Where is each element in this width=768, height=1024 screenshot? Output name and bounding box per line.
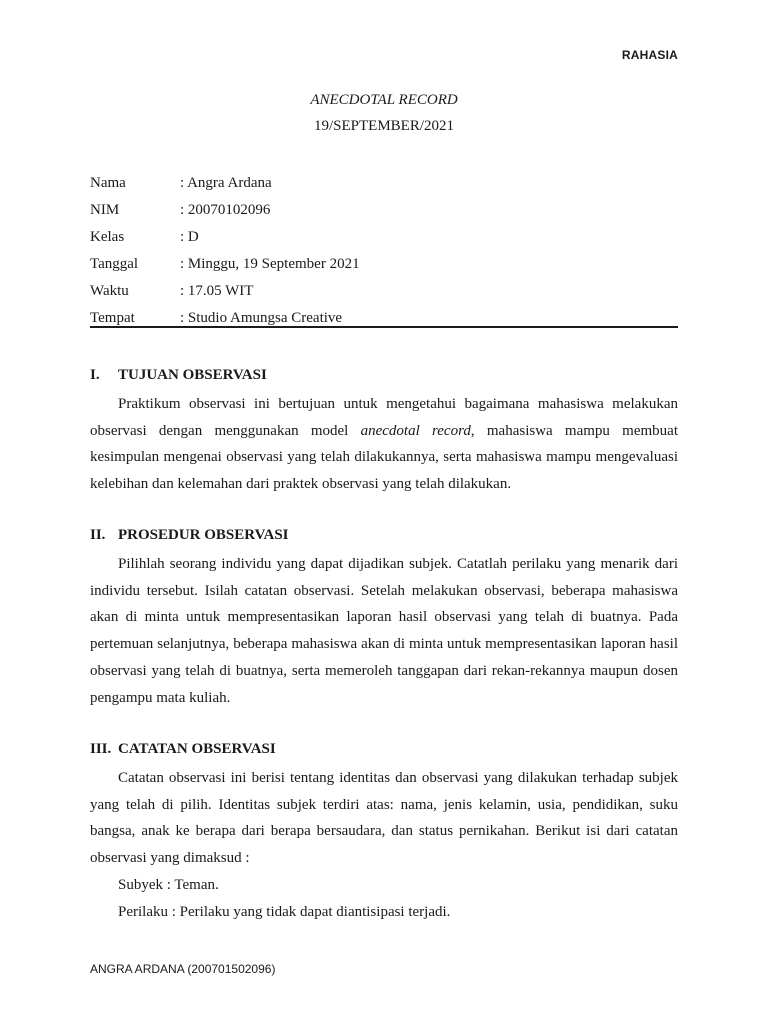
identity-label: Tempat [90,310,135,326]
section-number: I. [90,367,100,383]
section-number: II. [90,527,106,543]
section-tujuan [90,363,678,498]
identity-row-waktu [90,278,678,305]
section-paragraph: Pilihlah seorang individu yang dapat dijadikan subjek. Catatlah perilaku yang menarik dari individu tersebut. Isilah catatan observasi. Setelah melakukan observasi, beberapa mahasiswa akan di minta untuk mempresentasikan laporan hasil observasi yang telah di buatnya. Pada pertemuan selanjutnya, beberapa mahasiswa akan di minta untuk mempresentasikan laporan hasil observasi yang telah di buatnya, serta memeroleh tanggapan dari rekan-rekannya maupun dosen pengampu mata kuliah. [90,556,678,706]
section-number: III. [90,741,112,757]
paragraph-text: , mahasiswa mampu membuat kesimpulan mengenai observasi yang telah dilakukannya, serta mahasiswa mampu mengevaluasi kelebihan dan kelemahan dari praktek observasi yang telah dilakukan. [90,422,678,493]
confidential-tag: RAHASIA [621,48,678,62]
section-heading [90,363,678,387]
identity-table [90,170,678,332]
identity-value: : 20070102096 [180,202,271,218]
header-divider [90,326,678,328]
identity-label: NIM [90,202,120,218]
subject-line: Subyek : Teman. [118,876,219,893]
identity-label: Kelas [90,229,125,245]
behavior-line: Perilaku : Perilaku yang tidak dapat diantisipasi terjadi. [118,903,451,920]
identity-row-nama [90,170,678,197]
document-title: ANECDOTAL RECORD [310,92,458,108]
identity-label: Tanggal [90,256,139,272]
section-heading [90,737,678,761]
paragraph-text: Praktikum observasi ini bertujuan untuk mengetahui bagaimana mahasiswa melakukan observasi dengan menggunakan model [90,396,678,439]
identity-value: : 17.05 WIT [180,283,254,299]
identity-value: : Minggu, 19 September 2021 [180,256,360,272]
document-date: 19/SEPTEMBER/2021 [313,118,455,134]
identity-value: : D [180,229,199,245]
identity-row-tanggal [90,251,678,278]
section-title: PROSEDUR OBSERVASI [118,527,289,543]
identity-value: : Studio Amungsa Creative [180,310,343,326]
identity-label: Nama [90,175,126,191]
section-catatan [90,737,678,926]
section-paragraph [90,391,678,498]
section-heading [90,523,678,547]
identity-value: : Angra Ardana [180,175,272,191]
paragraph-italic-term: anecdotal record [360,422,471,439]
section-paragraph: Catatan observasi ini berisi tentang identitas dan observasi yang dilakukan terhadap subjek yang telah di pilih. Identitas subjek terdiri atas: nama, jenis kelamin, usia, pendidikan, suku bangsa, anak ke berapa dari berapa bersaudara, dan status pernikahan. Berikut isi dari catatan observasi yang dimaksud : [90,770,678,867]
page-footer: ANGRA ARDANA (200701502096) [90,962,276,976]
section-title: CATATAN OBSERVASI [118,741,276,757]
section-title: TUJUAN OBSERVASI [118,367,267,383]
identity-row-kelas [90,224,678,251]
identity-row-nim [90,197,678,224]
identity-label: Waktu [90,283,129,299]
section-prosedur [90,523,678,711]
